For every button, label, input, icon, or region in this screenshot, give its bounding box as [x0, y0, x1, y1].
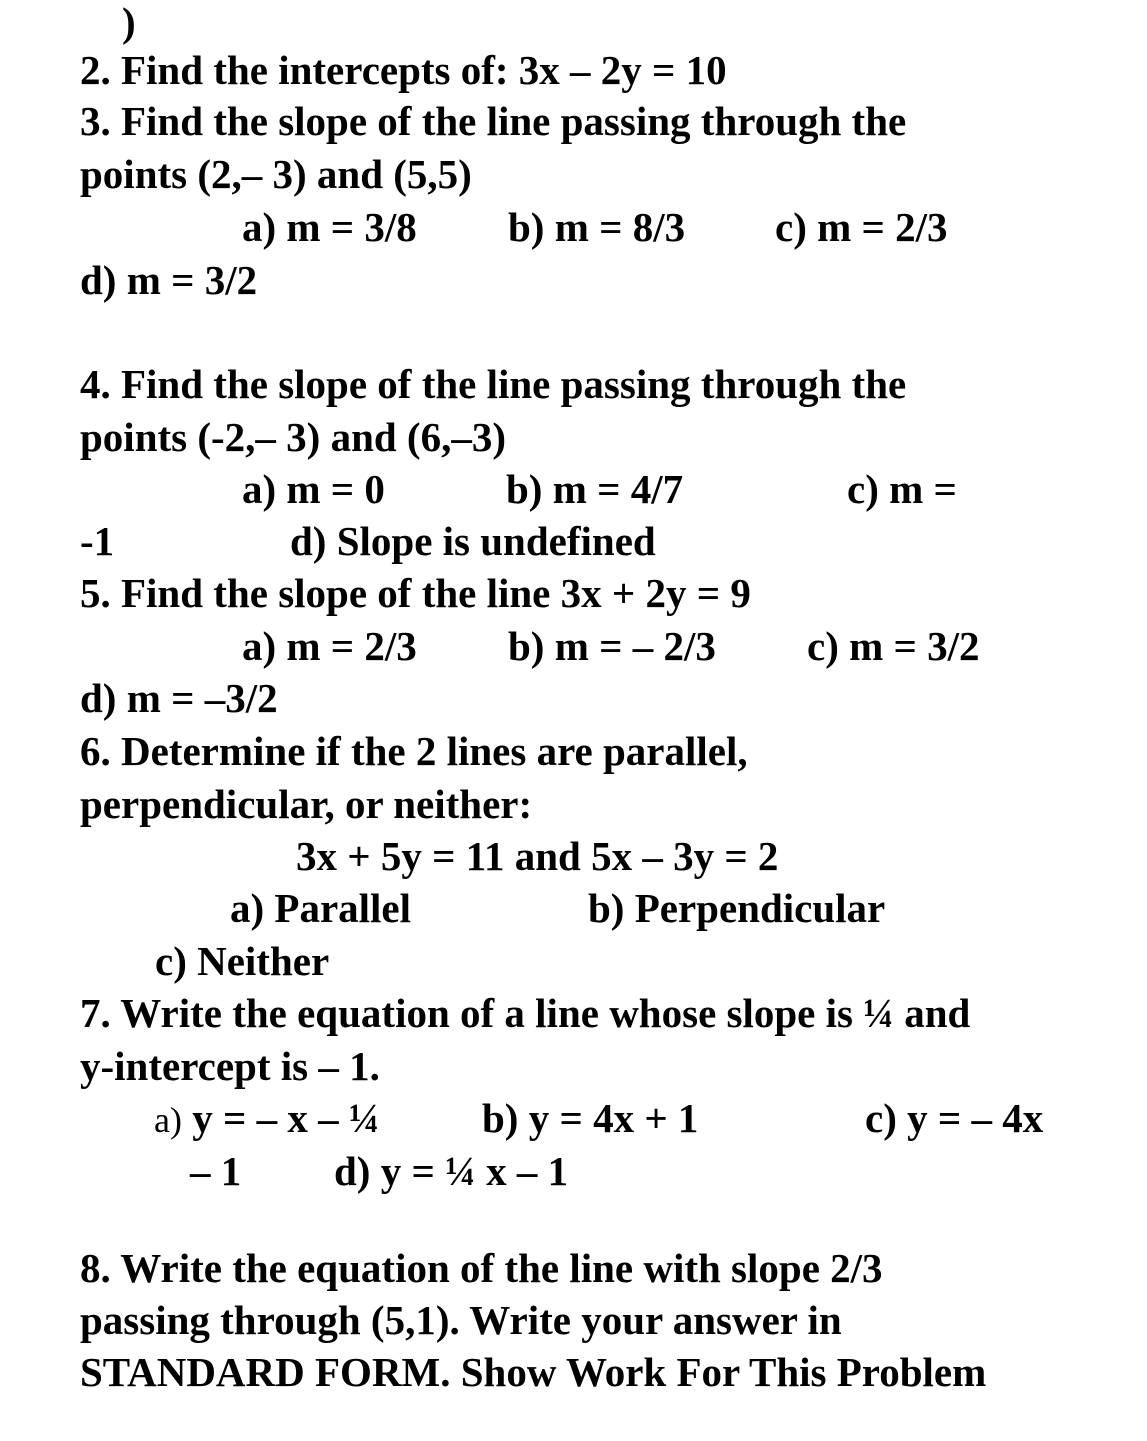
q3-option-a: a) m = 3/8	[242, 204, 417, 250]
q6-prompt-line2: perpendicular, or neither:	[80, 781, 533, 827]
q4-prompt-line2: points (-2,– 3) and (6,–3)	[80, 414, 506, 460]
q8-prompt-line1: 8. Write the equation of the line with slope 2/3	[80, 1245, 883, 1291]
q7-prompt-line1: 7. Write the equation of a line whose slope is ¼ and	[80, 990, 971, 1036]
q5-prompt: 5. Find the slope of the line 3x + 2y = 9	[80, 570, 751, 616]
q6-option-b: b) Perpendicular	[588, 885, 886, 931]
q3-option-b: b) m = 8/3	[508, 204, 686, 250]
q3-option-d: d) m = 3/2	[80, 257, 258, 303]
q7-prompt-line2: y-intercept is – 1.	[80, 1043, 380, 1089]
q4-option-c: c) m =	[847, 466, 957, 512]
q4-prompt-line1: 4. Find the slope of the line passing through the	[80, 361, 907, 407]
q7-option-c: c) y = – 4x	[865, 1095, 1044, 1141]
q1-fragment: )	[122, 0, 136, 45]
q7-option-c-continued: – 1	[190, 1148, 242, 1194]
q4-option-a: a) m = 0	[242, 466, 385, 512]
q5-option-a: a) m = 2/3	[242, 623, 417, 669]
q4-option-d: d) Slope is undefined	[290, 518, 656, 564]
q6-equations: 3x + 5y = 11 and 5x – 3y = 2	[296, 833, 779, 879]
q6-prompt-line1: 6. Determine if the 2 lines are parallel,	[80, 728, 748, 774]
q6-option-c: c) Neither	[155, 938, 330, 984]
q7-option-d: d) y = ¼ x – 1	[334, 1148, 569, 1194]
q4-option-b: b) m = 4/7	[506, 466, 684, 512]
q8-prompt-line2: passing through (5,1). Write your answer in	[80, 1297, 842, 1343]
q6-option-a: a) Parallel	[230, 885, 412, 931]
q7-option-a	[154, 1095, 380, 1141]
q7-option-b: b) y = 4x + 1	[482, 1095, 699, 1141]
q4-option-c-continued: -1	[80, 518, 115, 564]
q7-option-a-value: y = – x – ¼	[192, 1095, 380, 1141]
q2-text: 2. Find the intercepts of: 3x – 2y = 10	[80, 47, 727, 93]
q3-prompt-line1: 3. Find the slope of the line passing through the	[80, 98, 907, 144]
q3-prompt-line2: points (2,– 3) and (5,5)	[80, 151, 472, 197]
q5-option-c: c) m = 3/2	[807, 623, 980, 669]
q7-option-a-label: a)	[154, 1100, 182, 1140]
q3-option-c: c) m = 2/3	[775, 204, 948, 250]
q5-option-b: b) m = – 2/3	[508, 623, 716, 669]
q5-option-d: d) m = –3/2	[80, 675, 278, 721]
q8-prompt-line3: STANDARD FORM. Show Work For This Problem	[80, 1349, 987, 1395]
